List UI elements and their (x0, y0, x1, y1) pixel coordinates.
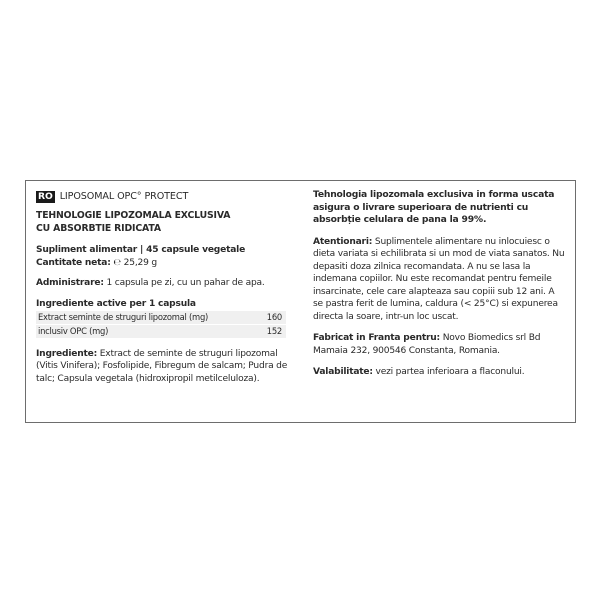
ingredient-name: inclusiv OPC (mg) (38, 325, 109, 336)
table-row (36, 311, 286, 324)
headline-line-1: TEHNOLOGIE LIPOZOMALA EXCLUSIVA (36, 210, 231, 221)
label-right-column (300, 181, 575, 422)
administration-label: Administrare: (36, 278, 104, 288)
ingredient-value: 152 (266, 325, 282, 336)
active-ingredients-table (36, 311, 286, 338)
label-left-column (26, 181, 300, 422)
product-title-row (36, 190, 292, 203)
validity-label: Valabilitate: (313, 367, 373, 377)
manufacturer-label: Fabricat in Franta pentru: (313, 333, 440, 343)
ingredients-label: Ingrediente: (36, 348, 98, 359)
validity (313, 366, 567, 379)
ingredients-text: Extract de seminte de struguri lipozomal (Vitis Vinifera); Fosfolipide, Fibregum de salcam; Pudra de talc; Capsula vegetala (hidroxipropil metilceluloza). (36, 348, 288, 384)
active-ingredients-title: Ingrediente active per 1 capsula (36, 298, 196, 309)
validity-text: vezi partea inferioara a flaconului. (372, 367, 525, 377)
manufacturer (313, 332, 567, 357)
supplement-line: Supliment alimentar | 45 capsule vegetale (36, 245, 246, 255)
supplement-info (36, 244, 292, 269)
headline-line-2: CU ABSORBTIE RIDICATA (36, 222, 161, 234)
product-label (25, 180, 576, 423)
product-headline (36, 210, 292, 235)
net-quantity-value: ℮ 25,29 g (113, 257, 157, 268)
administration-text: 1 capsula pe zi, cu un pahar de apa. (103, 278, 265, 288)
net-quantity (36, 257, 292, 270)
language-badge: RO (38, 190, 53, 202)
warnings-text: Suplimentele alimentare nu inlocuiesc o dieta variata si echilibrata si un mod de viata sanatos. Nu depasiti doza zilnica recomandata. A nu se lasa la indemana copiilor. Nu este recomandat pentru femeile insarcinate, cele care alapteaza sau copiii sub 12 ani. A se pastra ferit de lumina, caldura (< 25°C) si expunerea directa la soare, intr-un loc uscat. (313, 236, 565, 322)
ingredient-name: Extract seminte de struguri lipozomal (mg) (38, 311, 209, 322)
ingredients (36, 348, 292, 386)
warnings (313, 236, 567, 324)
table-row (36, 325, 286, 338)
manufacturer-text: Novo Biomedics srl Bd Mamaia 232, 900546 Constanta, Romania. (313, 333, 541, 356)
warnings-label: Atentionari: (313, 236, 373, 247)
technology-statement: Tehnologia lipozomala exclusiva in forma uscata asigura o livrare superioara de nutrienti cu absorbție celulara de pana la 99%. (313, 189, 555, 225)
ingredient-value: 160 (266, 311, 282, 322)
product-name: LIPOSOMAL OPC° PROTECT (59, 190, 189, 202)
administration (36, 277, 292, 290)
net-quantity-label: Cantitate neta: (36, 257, 111, 268)
